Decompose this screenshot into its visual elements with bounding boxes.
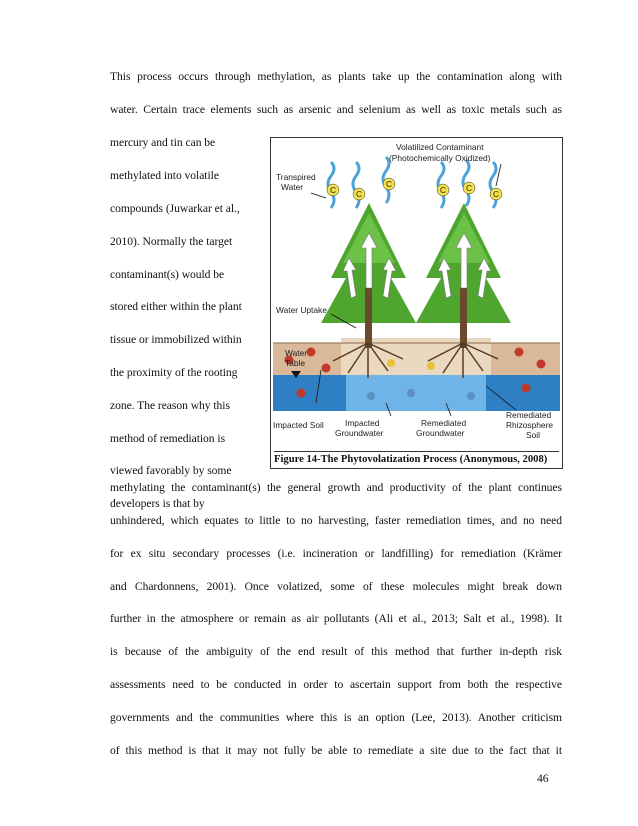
body-line: methylated into volatile bbox=[110, 169, 219, 182]
label-remediated-rhizo-2: Rhizosphere bbox=[506, 420, 554, 430]
phytovolatilization-figure bbox=[270, 137, 563, 469]
body-line: the proximity of the rooting bbox=[110, 366, 238, 379]
body-line: This process occurs through methylation, as plants take up the contamination along with bbox=[110, 70, 562, 83]
body-line: tissue or immobilized within bbox=[110, 333, 242, 346]
svg-text:C: C bbox=[466, 183, 473, 193]
body-line: zone. The reason why this bbox=[110, 399, 230, 412]
body-line: 2010). Normally the target bbox=[110, 235, 233, 248]
body-line: developers is that by bbox=[110, 497, 205, 510]
label-water: Water bbox=[281, 182, 304, 192]
body-line: governments and the communities where this is an option (Lee, 2013). Another criticism bbox=[110, 711, 562, 724]
body-line: and Chardonnens, 2001). Once volatized, some of these molecules might break down bbox=[110, 580, 562, 593]
svg-text:C: C bbox=[493, 189, 500, 199]
phytovolatilization-diagram bbox=[271, 138, 562, 468]
body-line: compounds (Juwarkar et al., bbox=[110, 202, 240, 215]
label-photochemically-oxidized: (Photochemically Oxidized) bbox=[389, 153, 491, 163]
figure-caption: Figure 14-The Phytovolatization Process (Anonymous, 2008) bbox=[274, 451, 559, 466]
label-remediated-rhizo-3: Soil bbox=[526, 430, 540, 440]
svg-text:C: C bbox=[440, 185, 447, 195]
body-line: mercury and tin can be bbox=[110, 136, 216, 149]
label-water-table-2: Table bbox=[285, 358, 306, 368]
body-line: further in the atmosphere or remain as air pollutants (Ali et al., 2013; Salt et al., 1998). It bbox=[110, 612, 562, 625]
svg-text:C: C bbox=[330, 185, 337, 195]
label-remediated-gw-1: Remediated bbox=[421, 418, 467, 428]
page-number: 46 bbox=[537, 772, 549, 785]
body-line: for ex situ secondary processes (i.e. incineration or landfilling) for remediation (Krämer bbox=[110, 547, 562, 560]
remediated-groundwater-zone bbox=[346, 375, 486, 411]
label-transpired: Transpired bbox=[276, 172, 316, 182]
body-line: contaminant(s) would be bbox=[110, 268, 225, 281]
label-volatilized-contaminant: Volatilized Contaminant bbox=[396, 142, 484, 152]
label-impacted-gw-2: Groundwater bbox=[335, 428, 384, 438]
body-line: stored either within the plant bbox=[110, 300, 242, 313]
label-water-uptake: Water Uptake bbox=[276, 305, 327, 315]
body-line: assessments need to be conducted in order to ascertain support from both the respective bbox=[110, 678, 562, 691]
body-line: water. Certain trace elements such as arsenic and selenium as well as toxic metals such as bbox=[110, 103, 562, 116]
body-line: viewed favorably by some bbox=[110, 464, 232, 477]
body-line: unhindered, which equates to little to no harvesting, faster remediation times, and no need bbox=[110, 514, 562, 527]
body-line: is because of the ambiguity of the end result of this method that further in-depth risk bbox=[110, 645, 562, 658]
label-water-table-1: Water bbox=[285, 348, 308, 358]
svg-text:C: C bbox=[386, 179, 393, 189]
body-line: methylating the contaminant(s) the general growth and productivity of the plant continues bbox=[110, 481, 562, 494]
body-line: of this method is that it may not fully be able to remediate a site due to the fact that it bbox=[110, 744, 562, 757]
label-impacted-gw-1: Impacted bbox=[345, 418, 380, 428]
label-remediated-gw-2: Groundwater bbox=[416, 428, 465, 438]
label-remediated-rhizo-1: Remediated bbox=[506, 410, 552, 420]
svg-text:C: C bbox=[356, 189, 363, 199]
rhizosphere-soil-zone bbox=[341, 338, 491, 378]
label-impacted-soil: Impacted Soil bbox=[273, 420, 324, 430]
body-line: method of remediation is bbox=[110, 432, 226, 445]
